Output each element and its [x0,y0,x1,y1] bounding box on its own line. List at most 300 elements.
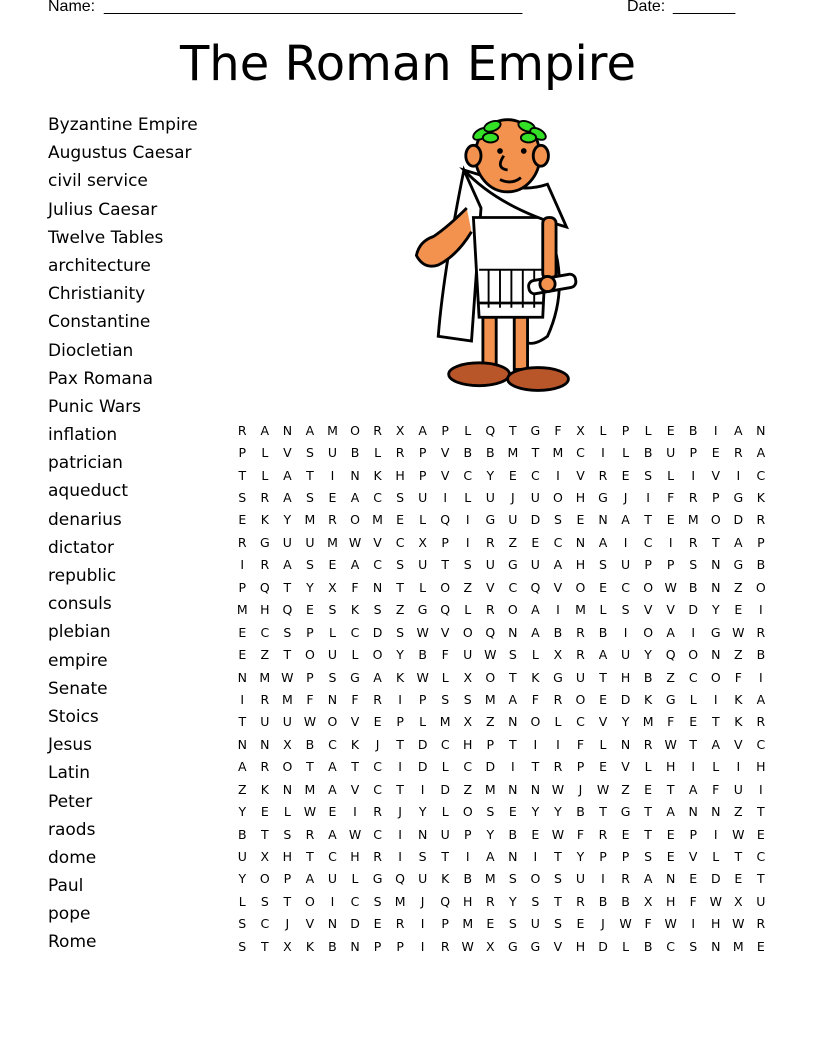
grid-cell[interactable]: B [328,938,337,954]
grid-cell[interactable]: I [330,893,335,909]
grid-cell[interactable]: X [260,849,270,865]
grid-cell[interactable]: E [599,691,607,707]
grid-cell[interactable]: S [689,938,698,954]
grid-cell[interactable]: R [598,826,608,842]
grid-cell[interactable]: U [756,893,766,909]
grid-cell[interactable]: T [554,849,562,865]
grid-cell[interactable]: T [644,804,652,820]
grid-cell[interactable]: P [418,445,427,461]
grid-cell[interactable]: B [508,826,518,842]
grid-cell[interactable]: B [598,624,608,640]
grid-cell[interactable]: S [621,602,630,618]
grid-cell[interactable]: G [259,534,270,550]
grid-cell[interactable]: S [260,893,269,909]
grid-cell[interactable]: Z [486,714,495,730]
grid-cell[interactable]: F [351,691,359,707]
grid-cell[interactable]: M [327,534,338,550]
grid-cell[interactable]: O [304,647,315,663]
grid-cell[interactable]: S [373,893,382,909]
grid-cell[interactable]: O [710,669,721,685]
grid-cell[interactable]: S [396,624,405,640]
grid-cell[interactable]: Q [440,602,451,618]
grid-cell[interactable]: U [418,871,428,887]
grid-cell[interactable]: A [328,759,337,775]
grid-cell[interactable]: T [711,714,720,730]
grid-cell[interactable]: R [373,804,382,820]
grid-cell[interactable]: L [374,445,382,461]
grid-cell[interactable]: N [327,691,338,707]
grid-cell[interactable]: L [419,714,427,730]
grid-cell[interactable]: A [283,467,292,483]
grid-cell[interactable]: R [756,714,766,730]
grid-cell[interactable]: S [644,849,653,865]
grid-cell[interactable]: G [665,691,676,707]
grid-cell[interactable]: R [733,445,743,461]
grid-cell[interactable]: O [643,579,654,595]
grid-cell[interactable]: D [620,691,631,707]
grid-cell[interactable]: Q [259,579,270,595]
grid-cell[interactable]: H [395,467,405,483]
grid-cell[interactable]: Q [395,871,406,887]
grid-cell[interactable]: Y [576,849,585,865]
grid-cell[interactable]: T [689,736,698,752]
grid-cell[interactable]: T [734,849,743,865]
grid-cell[interactable]: I [420,916,425,932]
grid-cell[interactable]: R [395,445,405,461]
grid-cell[interactable]: Y [283,512,292,528]
grid-cell[interactable]: S [328,602,337,618]
grid-cell[interactable]: U [305,534,315,550]
grid-cell[interactable]: K [644,691,653,707]
grid-cell[interactable]: A [260,422,270,438]
grid-cell[interactable]: N [327,916,338,932]
grid-cell[interactable]: I [443,490,448,506]
grid-cell[interactable]: A [734,422,743,438]
grid-cell[interactable]: H [575,557,586,573]
grid-cell[interactable]: T [238,714,247,730]
grid-cell[interactable]: A [283,490,292,506]
grid-cell[interactable]: B [463,445,473,461]
grid-cell[interactable]: X [463,669,473,685]
grid-cell[interactable]: C [531,467,540,483]
grid-cell[interactable]: Y [306,579,314,595]
grid-cell[interactable]: I [240,691,245,707]
grid-cell[interactable]: T [396,781,404,797]
grid-cell[interactable]: T [531,445,540,461]
grid-cell[interactable]: U [530,916,540,932]
grid-cell[interactable]: N [711,647,721,663]
grid-cell[interactable]: I [353,804,357,820]
grid-cell[interactable]: S [283,624,292,640]
grid-cell[interactable]: N [508,781,518,797]
grid-cell[interactable]: K [734,691,743,707]
grid-cell[interactable]: U [327,647,338,663]
grid-cell[interactable]: R [576,624,585,640]
grid-cell[interactable]: C [350,624,360,640]
grid-cell[interactable]: W [551,781,565,797]
grid-cell[interactable]: E [666,422,675,438]
grid-cell[interactable]: S [305,445,314,461]
grid-cell[interactable]: N [508,624,518,640]
grid-cell[interactable]: I [556,736,560,752]
grid-cell[interactable]: P [238,445,247,461]
grid-cell[interactable]: H [260,602,270,618]
grid-cell[interactable]: X [418,534,427,550]
grid-cell[interactable]: M [732,938,744,954]
grid-cell[interactable]: O [755,579,766,595]
grid-cell[interactable]: Q [665,647,676,663]
grid-cell[interactable]: H [575,490,586,506]
grid-cell[interactable]: P [441,534,449,550]
grid-cell[interactable]: I [623,534,628,550]
grid-cell[interactable]: G [530,938,541,954]
grid-cell[interactable]: X [463,714,473,730]
grid-cell[interactable]: L [464,422,472,438]
grid-cell[interactable]: J [601,916,605,932]
grid-cell[interactable]: B [418,647,427,663]
grid-cell[interactable]: K [756,490,765,506]
grid-cell[interactable]: L [554,714,562,730]
grid-cell[interactable]: O [462,804,473,820]
grid-cell[interactable]: S [238,490,247,506]
grid-cell[interactable]: M [304,781,316,797]
grid-cell[interactable]: X [395,422,405,438]
grid-cell[interactable]: A [666,804,675,820]
grid-cell[interactable]: E [689,871,698,887]
grid-cell[interactable]: U [463,647,473,663]
grid-cell[interactable]: Z [395,602,405,618]
grid-cell[interactable]: E [666,849,675,865]
grid-cell[interactable]: F [689,893,697,909]
grid-cell[interactable]: E [305,602,314,618]
grid-cell[interactable]: N [711,557,721,573]
grid-cell[interactable]: U [485,557,495,573]
grid-cell[interactable]: R [373,422,382,438]
grid-cell[interactable]: I [465,849,470,865]
grid-cell[interactable]: X [328,579,337,595]
grid-cell[interactable]: I [646,490,650,506]
grid-cell[interactable]: B [553,624,563,640]
grid-cell[interactable]: V [350,714,360,730]
grid-cell[interactable]: L [644,422,652,438]
grid-cell[interactable]: E [238,624,247,640]
grid-cell[interactable]: B [350,445,360,461]
grid-cell[interactable]: L [712,759,720,775]
grid-cell[interactable]: C [756,467,766,483]
grid-cell[interactable]: W [664,916,677,932]
grid-cell[interactable]: R [395,916,405,932]
grid-cell[interactable]: Z [463,579,473,595]
grid-cell[interactable]: W [303,714,317,730]
grid-cell[interactable]: V [440,467,450,483]
grid-cell[interactable]: T [554,893,562,909]
grid-cell[interactable]: B [643,445,653,461]
grid-cell[interactable]: T [599,804,607,820]
grid-cell[interactable]: T [509,736,517,752]
grid-cell[interactable]: M [259,669,271,685]
grid-cell[interactable]: C [373,490,382,506]
grid-cell[interactable]: Y [531,804,540,820]
grid-cell[interactable]: I [713,691,718,707]
grid-cell[interactable]: M [236,602,248,618]
grid-cell[interactable]: P [418,691,427,707]
grid-cell[interactable]: W [348,826,362,842]
grid-cell[interactable]: A [305,422,315,438]
grid-cell[interactable]: C [621,579,630,595]
grid-cell[interactable]: U [575,871,586,887]
grid-cell[interactable]: S [463,557,472,573]
grid-cell[interactable]: W [303,804,317,820]
grid-cell[interactable]: U [530,557,540,573]
grid-cell[interactable]: T [599,669,607,685]
grid-cell[interactable]: R [485,893,495,909]
grid-cell[interactable]: V [666,602,675,618]
grid-cell[interactable]: N [372,579,383,595]
grid-cell[interactable]: S [553,512,562,528]
grid-cell[interactable]: S [553,916,562,932]
grid-cell[interactable]: A [486,849,495,865]
grid-cell[interactable]: V [576,467,585,483]
grid-cell[interactable]: D [733,512,744,528]
grid-cell[interactable]: Z [734,647,743,663]
grid-cell[interactable]: M [372,512,383,528]
grid-cell[interactable]: A [350,557,360,573]
grid-cell[interactable]: I [668,534,673,550]
grid-cell[interactable]: E [621,467,630,483]
grid-cell[interactable]: L [351,871,359,887]
grid-cell[interactable]: S [396,557,405,573]
grid-cell[interactable]: C [260,624,270,640]
grid-cell[interactable]: E [711,445,720,461]
grid-cell[interactable]: T [509,669,517,685]
grid-cell[interactable]: V [598,714,608,730]
grid-cell[interactable]: P [283,871,292,887]
grid-cell[interactable]: I [759,781,763,797]
grid-cell[interactable]: W [416,624,429,640]
grid-cell[interactable]: O [350,422,360,438]
grid-cell[interactable]: O [327,714,338,730]
grid-cell[interactable]: A [328,781,337,797]
grid-cell[interactable]: T [306,759,314,775]
grid-cell[interactable]: S [508,916,517,932]
grid-cell[interactable]: K [373,467,382,483]
grid-cell[interactable]: D [372,624,383,640]
grid-cell[interactable]: W [348,534,362,550]
grid-cell[interactable]: X [283,736,292,752]
grid-cell[interactable]: D [598,938,608,954]
grid-cell[interactable]: B [305,736,315,752]
grid-cell[interactable]: I [713,826,718,842]
grid-cell[interactable]: G [733,557,744,573]
grid-cell[interactable]: V [305,916,315,932]
grid-cell[interactable]: U [508,512,518,528]
grid-cell[interactable]: R [621,871,630,887]
grid-cell[interactable]: P [689,826,697,842]
grid-cell[interactable]: N [620,736,631,752]
grid-cell[interactable]: I [691,467,696,483]
grid-cell[interactable]: U [620,557,631,573]
grid-cell[interactable]: I [759,602,763,618]
grid-cell[interactable]: I [398,759,402,775]
grid-cell[interactable]: E [508,804,517,820]
grid-cell[interactable]: H [711,916,721,932]
grid-cell[interactable]: N [756,422,766,438]
grid-cell[interactable]: E [531,826,540,842]
grid-cell[interactable]: P [441,916,449,932]
grid-cell[interactable]: A [237,759,247,775]
grid-cell[interactable]: V [373,534,382,550]
grid-cell[interactable]: V [486,579,495,595]
grid-cell[interactable]: I [510,759,515,775]
grid-cell[interactable]: T [509,422,517,438]
grid-cell[interactable]: I [533,849,538,865]
grid-cell[interactable]: W [484,647,497,663]
grid-cell[interactable]: F [667,490,675,506]
grid-cell[interactable]: U [440,826,450,842]
grid-cell[interactable]: J [285,916,290,932]
grid-cell[interactable]: Z [734,804,743,820]
grid-cell[interactable]: P [757,534,765,550]
grid-cell[interactable]: L [644,759,652,775]
grid-cell[interactable]: I [398,849,402,865]
grid-cell[interactable]: P [373,938,382,954]
grid-cell[interactable]: D [440,781,451,797]
grid-cell[interactable]: P [396,938,404,954]
grid-cell[interactable]: O [530,714,541,730]
grid-cell[interactable]: Y [554,804,562,820]
grid-cell[interactable]: Z [734,579,743,595]
grid-cell[interactable]: E [621,826,630,842]
grid-cell[interactable]: T [666,781,675,797]
grid-cell[interactable]: J [510,490,515,506]
grid-cell[interactable]: I [691,759,696,775]
grid-cell[interactable]: Z [237,781,247,797]
grid-cell[interactable]: J [375,736,380,752]
grid-cell[interactable]: C [373,557,382,573]
grid-cell[interactable]: R [756,916,766,932]
grid-cell[interactable]: D [350,916,360,932]
grid-cell[interactable]: M [462,916,474,932]
grid-cell[interactable]: B [576,804,585,820]
grid-cell[interactable]: Z [666,669,675,685]
grid-cell[interactable]: N [711,579,721,595]
grid-cell[interactable]: W [596,781,610,797]
grid-cell[interactable]: I [691,916,696,932]
grid-cell[interactable]: I [330,467,335,483]
grid-cell[interactable]: W [732,624,745,640]
grid-cell[interactable]: A [621,512,630,528]
grid-cell[interactable]: T [711,534,720,550]
grid-cell[interactable]: E [508,467,517,483]
grid-cell[interactable]: R [260,759,270,775]
grid-cell[interactable]: O [259,871,270,887]
grid-cell[interactable]: U [485,490,495,506]
grid-cell[interactable]: E [734,602,743,618]
grid-cell[interactable]: N [282,781,293,797]
grid-cell[interactable]: G [553,669,563,685]
grid-cell[interactable]: C [350,893,360,909]
grid-cell[interactable]: Z [260,647,270,663]
grid-cell[interactable]: I [465,534,470,550]
grid-cell[interactable]: Y [644,647,652,663]
grid-cell[interactable]: S [305,490,314,506]
grid-cell[interactable]: Y [396,647,404,663]
grid-cell[interactable]: F [712,781,720,797]
grid-cell[interactable]: L [283,804,291,820]
grid-cell[interactable]: A [643,871,653,887]
grid-cell[interactable]: O [350,512,360,528]
grid-cell[interactable]: R [688,534,698,550]
grid-cell[interactable]: I [556,602,560,618]
grid-cell[interactable]: K [305,938,315,954]
grid-cell[interactable]: C [260,916,270,932]
grid-cell[interactable]: K [260,781,269,797]
grid-cell[interactable]: Z [463,781,473,797]
grid-cell[interactable]: W [732,826,745,842]
grid-cell[interactable]: L [667,467,675,483]
grid-cell[interactable]: P [463,826,472,842]
grid-cell[interactable]: M [394,893,406,909]
grid-cell[interactable]: L [238,893,246,909]
grid-cell[interactable]: U [282,714,292,730]
grid-cell[interactable]: P [441,422,449,438]
grid-cell[interactable]: C [463,759,473,775]
grid-cell[interactable]: C [463,467,473,483]
grid-cell[interactable]: S [644,467,653,483]
grid-cell[interactable]: E [531,534,540,550]
grid-cell[interactable]: B [688,579,698,595]
grid-cell[interactable]: M [687,512,699,528]
grid-cell[interactable]: N [260,736,270,752]
grid-cell[interactable]: Q [282,602,293,618]
grid-cell[interactable]: E [734,871,743,887]
grid-cell[interactable]: I [691,624,696,640]
grid-cell[interactable]: H [463,736,473,752]
grid-cell[interactable]: M [484,871,496,887]
grid-cell[interactable]: S [486,804,495,820]
grid-cell[interactable]: R [260,490,270,506]
grid-cell[interactable]: X [553,647,563,663]
grid-cell[interactable]: I [556,467,560,483]
grid-cell[interactable]: Y [238,871,247,887]
grid-cell[interactable]: P [576,759,585,775]
grid-cell[interactable]: N [575,534,586,550]
grid-cell[interactable]: S [441,691,450,707]
grid-cell[interactable]: G [350,669,360,685]
grid-cell[interactable]: G [507,557,518,573]
grid-cell[interactable]: H [575,938,586,954]
grid-cell[interactable]: C [756,736,766,752]
grid-cell[interactable]: C [643,534,653,550]
grid-cell[interactable]: R [237,422,247,438]
grid-cell[interactable]: G [485,512,496,528]
grid-cell[interactable]: J [398,804,402,820]
grid-cell[interactable]: R [305,826,315,842]
grid-cell[interactable]: R [576,893,585,909]
grid-cell[interactable]: E [238,512,247,528]
grid-cell[interactable]: R [260,691,270,707]
grid-cell[interactable]: T [644,512,652,528]
grid-cell[interactable]: O [575,691,586,707]
grid-cell[interactable]: I [736,759,741,775]
grid-cell[interactable]: C [440,736,450,752]
grid-cell[interactable]: R [260,557,270,573]
grid-cell[interactable]: Z [508,534,518,550]
grid-cell[interactable]: E [576,512,585,528]
grid-cell[interactable]: E [756,826,765,842]
grid-cell[interactable]: U [530,490,540,506]
grid-cell[interactable]: F [576,826,585,842]
